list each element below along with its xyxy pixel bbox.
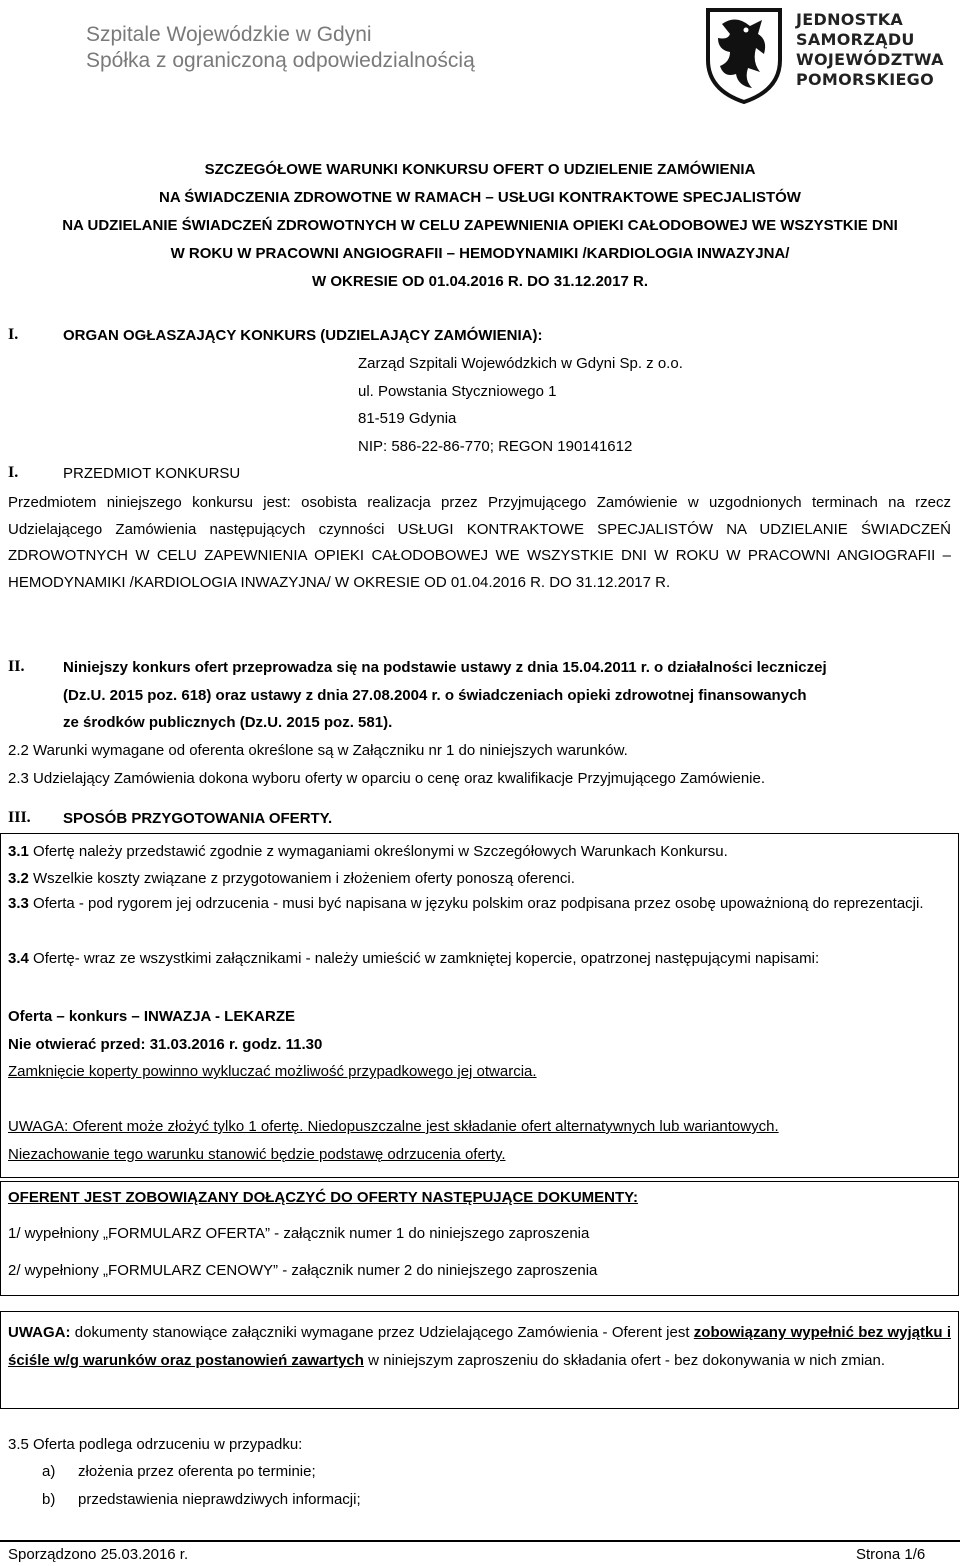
paragraph-3-5: 3.5 Oferta podlega odrzuceniu w przypadku: [8, 1436, 303, 1453]
page-number: Strona 1/6 [856, 1546, 926, 1563]
note-label: UWAGA: [8, 1324, 71, 1341]
logo-line: POMORSKIEGO [796, 70, 935, 89]
legal-basis-line: ze środków publicznych (Dz.U. 2015 poz. 581). [63, 714, 393, 731]
paragraph-2-3: 2.3 Udzielający Zamówienia dokona wyboru oferty w oparciu o cenę oraz kwalifikacje Przyjmującego Zamówienie. [8, 770, 766, 787]
list-item-label: a) [42, 1463, 56, 1480]
document-title [0, 156, 960, 296]
list-item: złożenia przez oferenta po terminie; [78, 1463, 316, 1480]
section-number: II. [8, 658, 25, 675]
address-line: Zarząd Szpitali Wojewódzkich w Gdyni Sp. z o.o. [358, 355, 683, 372]
address-line: ul. Powstania Styczniowego 1 [358, 383, 557, 400]
paragraph-text: Oferta - pod rygorem jej odrzucenia - musi być napisana w języku polskim oraz podpisana przez osobę upoważnioną do reprezentacji. [28, 895, 924, 912]
paragraph-number: 3.2 [8, 870, 29, 887]
document-item: 1/ wypełniony „FORMULARZ OFERTA” - załącznik numer 1 do niniejszego zaproszenia [8, 1225, 590, 1242]
voivodeship-logo-text [796, 10, 944, 90]
paragraph-text: Wszelkie koszty związane z przygotowaniem i złożeniem oferty ponoszą oferenci. [28, 870, 575, 887]
list-item: przedstawienia nieprawdziwych informacji; [78, 1491, 361, 1508]
footer-divider [0, 1540, 960, 1542]
section-number: I. [8, 464, 19, 481]
title-line: NA ŚWIADCZENIA ZDROWOTNE W RAMACH – USŁUGI KONTRAKTOWE SPECJALISTÓW [159, 189, 801, 206]
document-item: 2/ wypełniony „FORMULARZ CENOWY” - załącznik numer 2 do niniejszego zaproszenia [8, 1262, 598, 1279]
address-line: NIP: 586-22-86-770; REGON 190141612 [358, 438, 633, 455]
section-number: I. [8, 326, 19, 343]
note-emphasis: zobowiązany wypełnić bez wyjątku i ściśle w/g warunków oraz postanowień zawartych [8, 1324, 951, 1369]
paragraph-3-3 [8, 891, 951, 918]
envelope-note: Zamknięcie koperty powinno wykluczać możliwość przypadkowego jej otwarcia. [8, 1063, 537, 1080]
section-number: III. [8, 809, 31, 826]
logo-line: JEDNOSTKA [796, 10, 904, 29]
paragraph-3-2 [8, 870, 575, 887]
voivodeship-crest-logo [700, 4, 788, 104]
paragraph-number: 3.3 [8, 895, 29, 912]
paragraph-3-4 [8, 946, 951, 973]
organization-name [86, 22, 475, 74]
note-text: w niniejszym zaproszeniu do składania ofert - bez dokonywania w nich zmian. [363, 1352, 886, 1369]
address-line: 81-519 Gdynia [358, 410, 457, 427]
note-paragraph [8, 1319, 951, 1375]
warning-line: UWAGA: Oferent może złożyć tylko 1 ofertę. Niedopuszczalne jest składanie ofert alternatywnych lub wariantowych. [8, 1118, 779, 1135]
footer-date: Sporządzono 25.03.2016 r. [8, 1546, 189, 1563]
paragraph-text: Ofertę należy przedstawić zgodnie z wymaganiami określonymi w Szczegółowych Warunkach Konkursu. [28, 843, 728, 860]
paragraph-number: 3.1 [8, 843, 29, 860]
paragraph-text: Ofertę- wraz ze wszystkimi załącznikami - należy umieścić w zamkniętej kopercie, opatrzonej następującymi napisami: [28, 950, 820, 967]
organization-line-2: Spółka z ograniczoną odpowiedzialnością [86, 49, 475, 72]
logo-line: SAMORZĄDU [796, 30, 915, 49]
section-heading: PRZEDMIOT KONKURSU [63, 465, 241, 482]
title-line: W ROKU W PRACOWNI ANGIOGRAFII – HEMODYNAMIKI /KARDIOLOGIA INWAZYJNA/ [170, 245, 790, 262]
title-line: NA UDZIELANIE ŚWIADCZEŃ ZDROWOTNYCH W CELU ZAPEWNIENIA OPIEKI CAŁODOBOWEJ WE WSZYSTKIE DNI [62, 217, 898, 234]
paragraph-number: 3.4 [8, 950, 29, 967]
section-heading: SPOSÓB PRZYGOTOWANIA OFERTY. [63, 810, 333, 827]
envelope-label: Nie otwierać przed: 31.03.2016 r. godz. 11.30 [8, 1036, 323, 1053]
documents-heading: OFERENT JEST ZOBOWIĄZANY DOŁĄCZYĆ DO OFERTY NASTĘPUJĄCE DOKUMENTY: [8, 1189, 639, 1206]
envelope-label: Oferta – konkurs – INWAZJA - LEKARZE [8, 1008, 295, 1025]
title-line: W OKRESIE OD 01.04.2016 R. DO 31.12.2017 R. [312, 273, 648, 290]
warning-line: Niezachowanie tego warunku stanowić będzie podstawę odrzucenia oferty. [8, 1146, 506, 1163]
paragraph-3-1 [8, 843, 728, 860]
subject-paragraph: Przedmiotem niniejszego konkursu jest: osobista realizacja przez Przyjmującego Zamówienie w uzgodnionych terminach na rzecz Udzielającego Zamówienia następujących czynności USŁUGI KONTRAKTOWE SPECJALISTÓW NA UDZIELANIE ŚWIADCZEŃ ZDROWOTNYCH W CELU ZAPEWNIENIA OPIEKI CAŁODOBOWEJ WE WSZYSTKIE DNI W ROKU W PRACOWNI ANGIOGRAFII – HEMODYNAMIKI /KARDIOLOGIA INWAZYJNA/ W OKRESIE OD 01.04.2016 R. DO 31.12.2017 R. [8, 494, 951, 591]
logo-line: WOJEWÓDZTWA [796, 50, 944, 69]
note-text: dokumenty stanowiące załączniki wymagane przez Udzielającego Zamówienia - Oferent jest [70, 1324, 694, 1341]
section-heading: ORGAN OGŁASZAJĄCY KONKURS (UDZIELAJĄCY ZAMÓWIENIA): [63, 327, 543, 344]
paragraph-2-2: 2.2 Warunki wymagane od oferenta określone są w Załączniku nr 1 do niniejszych warunków. [8, 742, 628, 759]
list-item-label: b) [42, 1491, 56, 1508]
legal-basis-line: (Dz.U. 2015 poz. 618) oraz ustawy z dnia 27.08.2004 r. o świadczeniach opieki zdrowotnej finansowanych [63, 687, 807, 704]
organization-line-1: Szpitale Wojewódzkie w Gdyni [86, 23, 372, 46]
legal-basis-line: Niniejszy konkurs ofert przeprowadza się na podstawie ustawy z dnia 15.04.2011 r. o działalności leczniczej [63, 659, 827, 676]
title-line: SZCZEGÓŁOWE WARUNKI KONKURSU OFERT O UDZIELENIE ZAMÓWIENIA [204, 161, 756, 178]
